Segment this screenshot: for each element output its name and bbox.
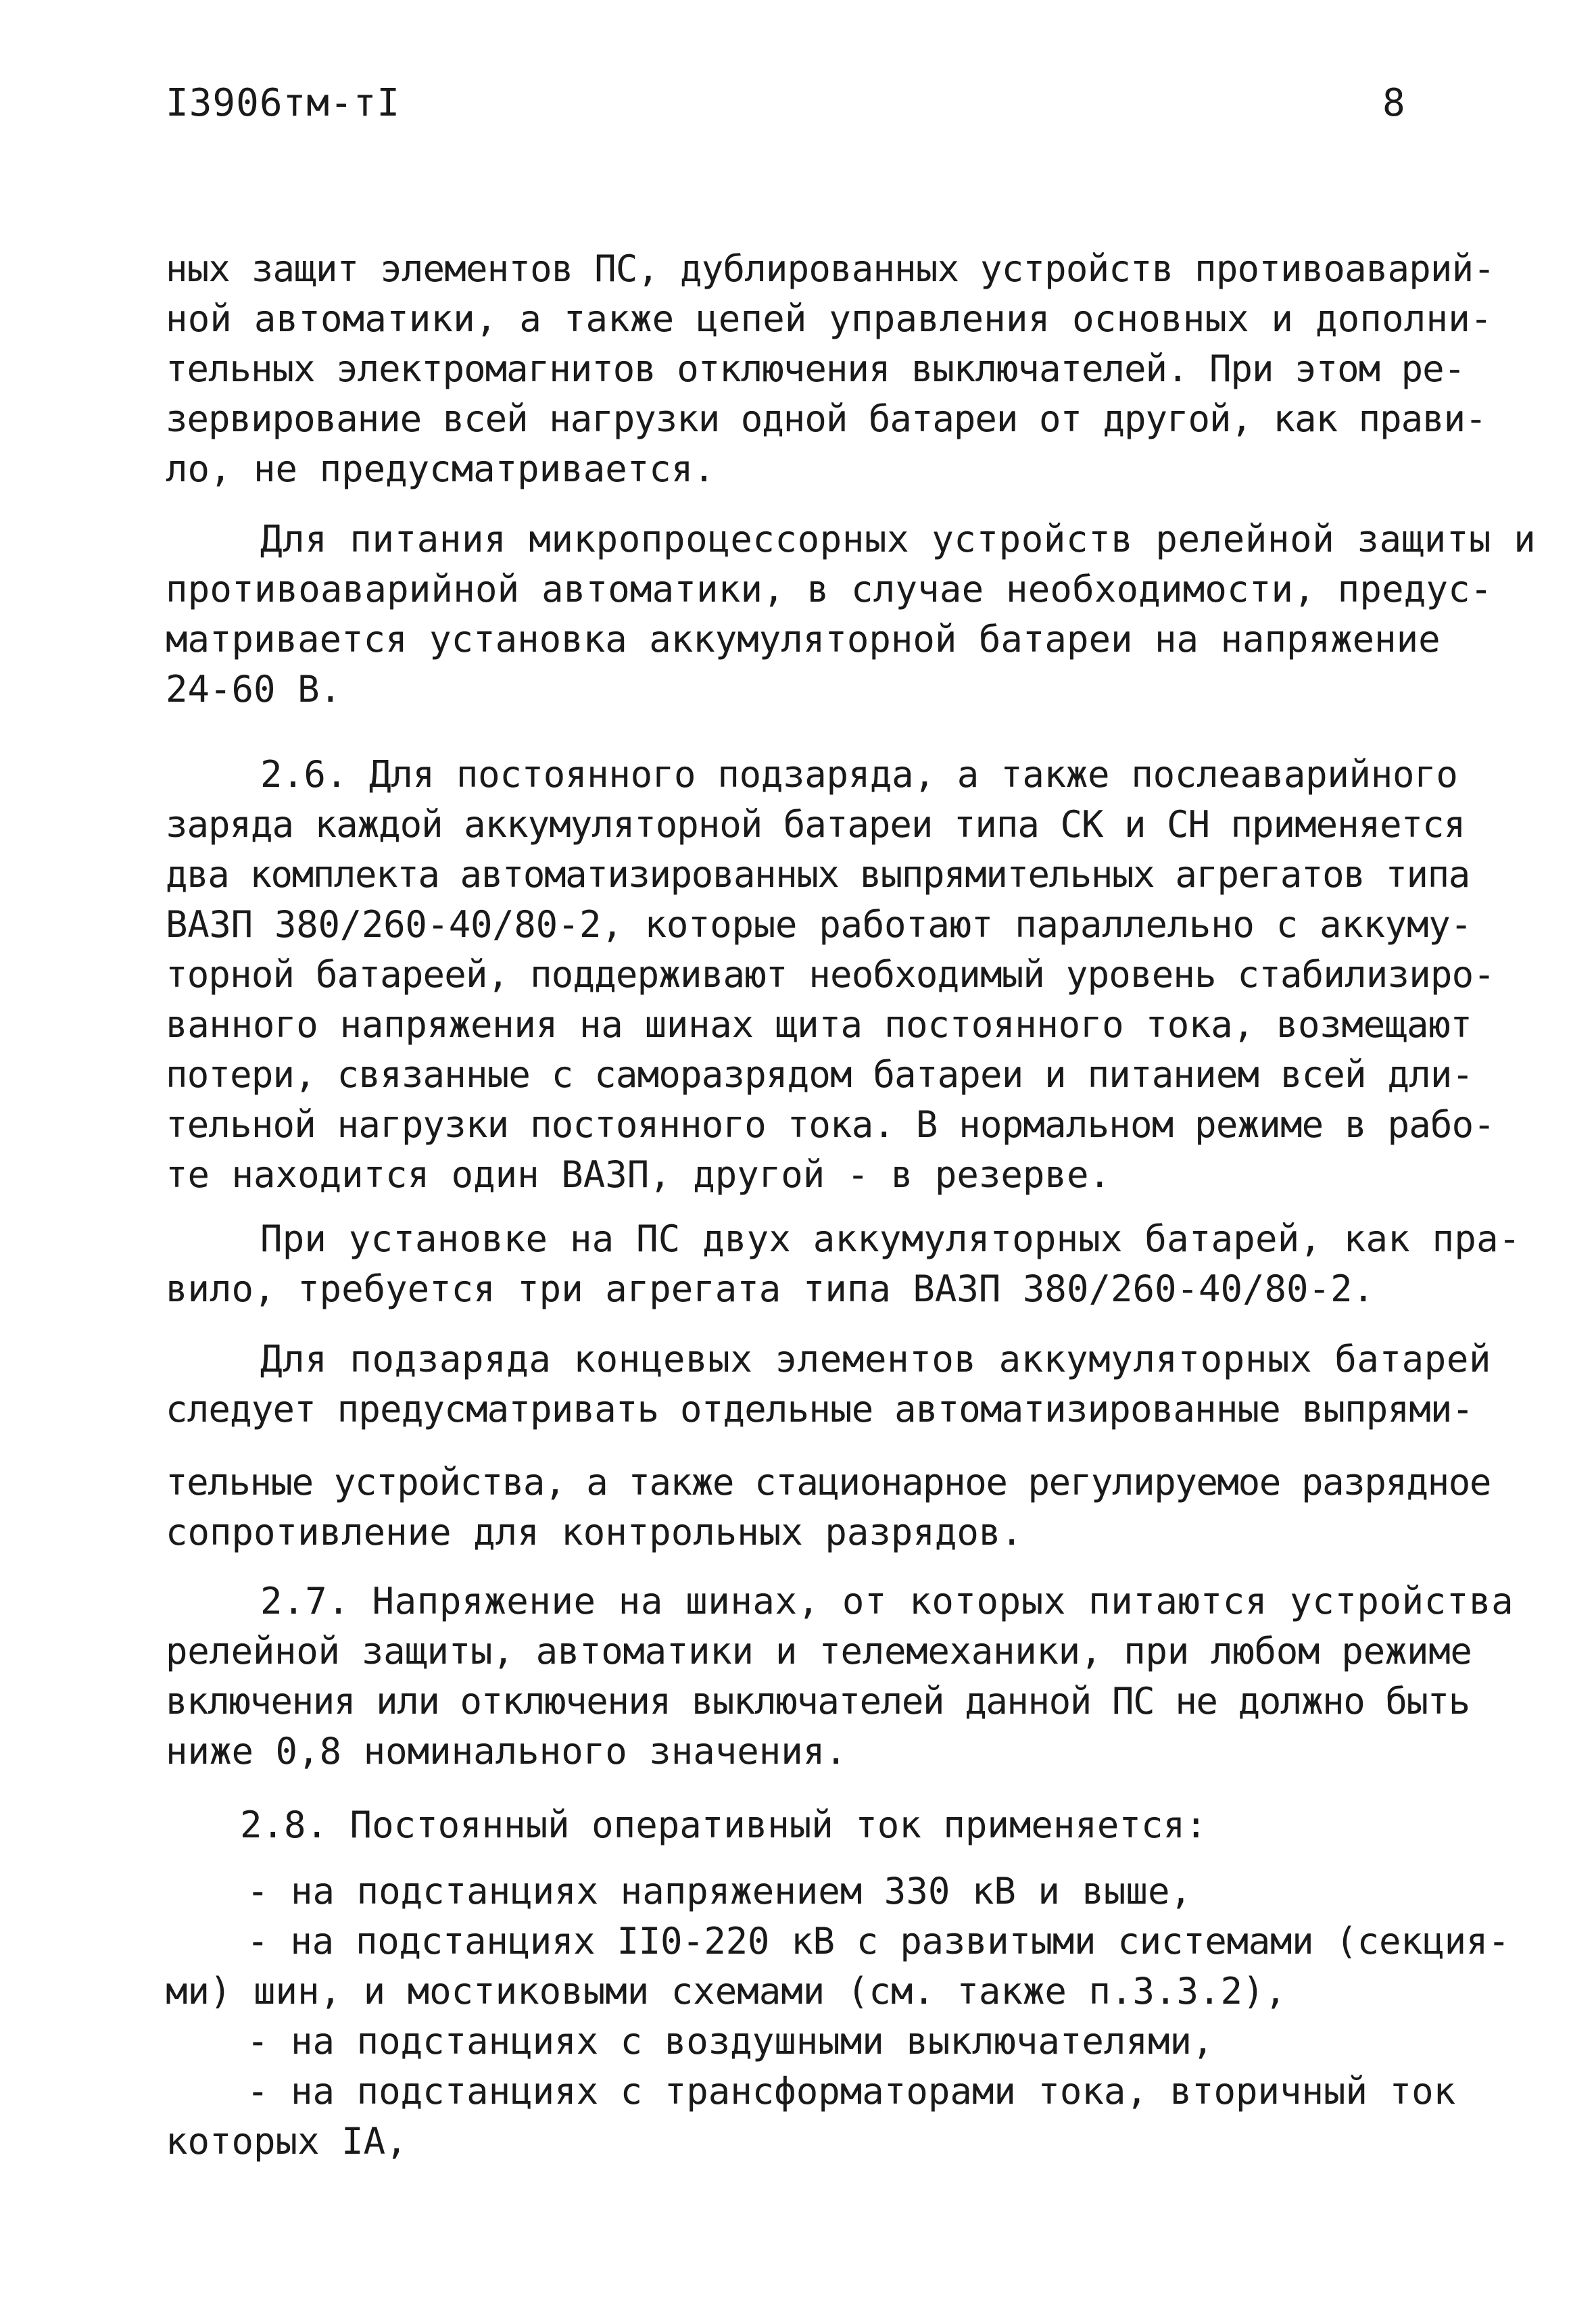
text-line: следует предусматривать отдельные автоматизированные выпрями- xyxy=(166,1388,1474,1430)
text-line: зервирование всей нагрузки одной батареи от другой, как прави- xyxy=(166,397,1486,440)
text-line: ло, не предусматривается. xyxy=(166,448,715,490)
text-line: ных защит элементов ПС, дублированных устройств противоаварий- xyxy=(166,247,1495,290)
text-line: 2.7. Напряжение на шинах, от которых питаются устройства xyxy=(260,1580,1514,1622)
text-line: релейной защиты, автоматики и телемеханики, при любом режиме xyxy=(166,1630,1472,1672)
text-line: противоаварийной автоматики, в случае необходимости, предус- xyxy=(166,568,1493,610)
text-line: При установке на ПС двух аккумуляторных батарей, как пра- xyxy=(260,1217,1521,1260)
text-line: Для подзаряда концевых элементов аккумуляторных батарей xyxy=(260,1338,1492,1380)
text-line: 2.8. Постоянный оперативный ток применяется: xyxy=(240,1804,1207,1846)
text-line: ниже 0,8 номинального значения. xyxy=(166,1730,847,1772)
text-line: тельных электромагнитов отключения выключателей. При этом ре- xyxy=(166,347,1466,390)
text-line: два комплекта автоматизированных выпрямительных агрегатов типа xyxy=(166,853,1470,896)
text-line: Для питания микропроцессорных устройств релейной защиты и xyxy=(260,518,1537,560)
text-line: - на подстанциях II0-220 кВ с развитыми системами (секция- xyxy=(247,1920,1510,1962)
text-line: включения или отключения выключателей данной ПС не должно быть xyxy=(166,1680,1470,1722)
text-line: ми) шин, и мостиковыми схемами (см. также п.3.3.2), xyxy=(166,1970,1287,2012)
text-line: - на подстанциях с трансформаторами тока, вторичный ток xyxy=(247,2070,1456,2113)
page-number: 8 xyxy=(1382,81,1405,125)
text-line: те находится один ВАЗП, другой - в резерве. xyxy=(166,1153,1111,1196)
text-line: ВАЗП 380/260-40/80-2, которые работают параллельно с аккуму- xyxy=(166,903,1472,946)
text-line: - на подстанциях с воздушными выключателями, xyxy=(247,2020,1214,2062)
text-line: потери, связанные с саморазрядом батареи и питанием всей дли- xyxy=(166,1053,1474,1096)
text-line: 2.6. Для постоянного подзаряда, а также послеаварийного xyxy=(260,753,1458,796)
text-line: матривается установка аккумуляторной батареи на напряжение xyxy=(166,618,1441,660)
text-line: ванного напряжения на шинах щита постоянного тока, возмещают xyxy=(166,1003,1472,1046)
document-code: I3906тм-тI xyxy=(166,81,401,125)
text-line: сопротивление для контрольных разрядов. xyxy=(166,1511,1023,1553)
text-line: тельной нагрузки постоянного тока. В нормальном режиме в рабо- xyxy=(166,1103,1495,1146)
text-line: ной автоматики, а также цепей управления основных и дополни- xyxy=(166,297,1493,340)
text-line: торной батареей, поддерживают необходимый уровень стабилизиро- xyxy=(166,953,1495,996)
text-line: которых IA, xyxy=(166,2120,408,2163)
text-line: заряда каждой аккумуляторной батареи типа СК и СН применяется xyxy=(166,803,1466,846)
text-line: тельные устройства, а также стационарное регулируемое разрядное xyxy=(166,1461,1491,1503)
text-line: вило, требуется три агрегата типа ВАЗП 380/260-40/80-2. xyxy=(166,1268,1375,1310)
text-line: 24-60 В. xyxy=(166,668,342,710)
text-line: - на подстанциях напряжением 330 кВ и выше, xyxy=(247,1870,1192,1912)
